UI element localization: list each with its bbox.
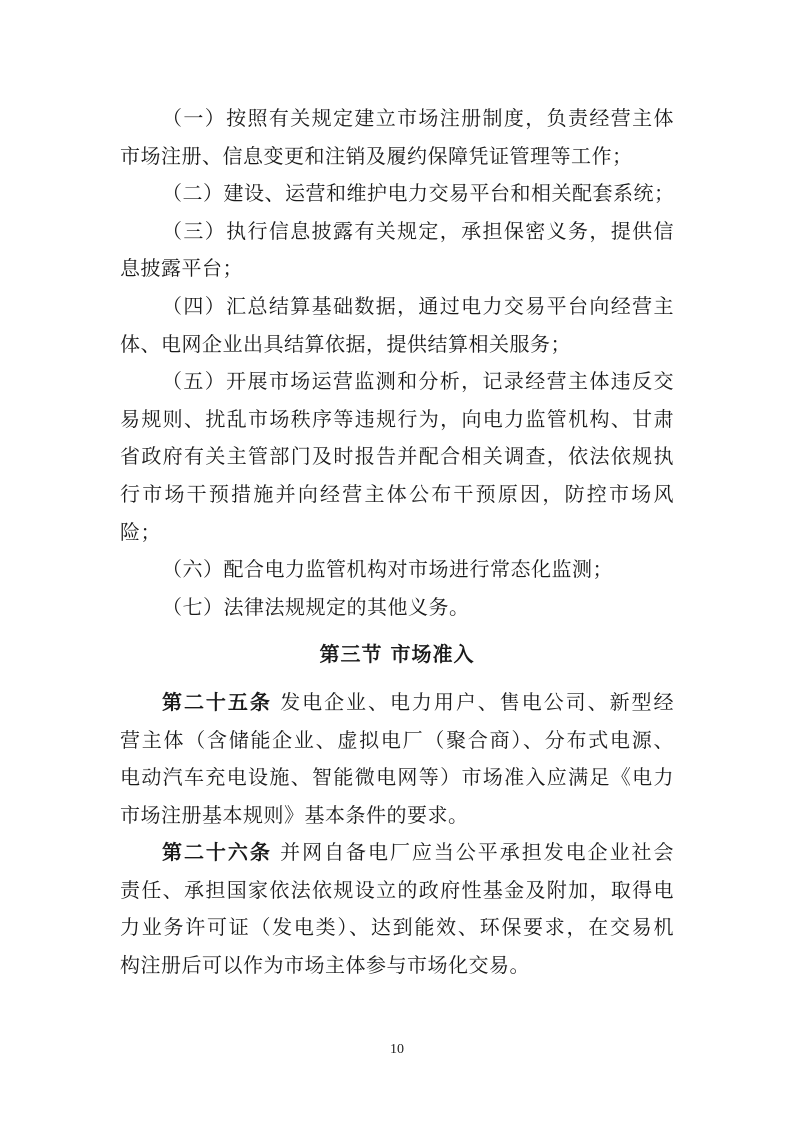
paragraph-line: 构注册后可以作为市场主体参与市场化交易。 xyxy=(120,953,530,978)
paragraph-line: 市场注册基本规则》基本条件的要求。 xyxy=(120,802,469,827)
paragraph-line: 行市场干预措施并向经营主体公布干预原因，防控市场风 xyxy=(120,481,674,506)
paragraph-line: 体、电网企业出具结算依据，提供结算相关服务； xyxy=(120,331,571,356)
paragraph-line: 险； xyxy=(120,519,161,544)
paragraph-line: 责任、承担国家依法依规设立的政府性基金及附加，取得电 xyxy=(120,877,674,902)
paragraph-line: （二）建设、运营和维护电力交易平台和相关配套系统； xyxy=(162,181,675,206)
paragraph-line: 电动汽车充电设施、智能微电网等）市场准入应满足《电力 xyxy=(120,765,674,790)
article-first-line xyxy=(120,684,674,722)
article-first-line xyxy=(120,834,674,872)
article-title: 第二十五条 xyxy=(162,689,272,714)
section-heading: 第三节 市场准入 xyxy=(319,642,475,667)
paragraph-line: （三）执行信息披露有关规定，承担保密义务，提供信 xyxy=(162,218,674,243)
paragraph-line: 力业务许可证（发电类）、达到能效、环保要求，在交易机 xyxy=(120,915,674,940)
article-title: 第二十六条 xyxy=(162,840,272,865)
paragraph-line: 省政府有关主管部门及时报告并配合相关调查，依法依规执 xyxy=(120,444,674,469)
paragraph-line: 息披露平台； xyxy=(120,256,243,281)
paragraph-line: （一）按照有关规定建立市场注册制度，负责经营主体 xyxy=(162,106,674,130)
paragraph-line: （五）开展市场运营监测和分析，记录经营主体违反交 xyxy=(162,369,674,394)
paragraph-line: 营主体（含储能企业、虚拟电厂（聚合商）、分布式电源、 xyxy=(120,727,674,752)
article-text: 并网自备电厂应当公平承担发电企业社会 xyxy=(271,840,675,865)
page-number: 10 xyxy=(390,1042,404,1057)
paragraph-line: （四）汇总结算基础数据，通过电力交易平台向经营主 xyxy=(162,293,674,318)
paragraph-line: 易规则、扰乱市场秩序等违规行为，向电力监管机构、甘肃 xyxy=(120,406,674,431)
paragraph-line: （七）法律法规规定的其他义务。 xyxy=(162,594,470,619)
document-body xyxy=(120,100,674,985)
article-text: 发电企业、电力用户、售电公司、新型经 xyxy=(271,689,675,714)
paragraph-line: 市场注册、信息变更和注销及履约保障凭证管理等工作； xyxy=(120,143,633,168)
paragraph-line: （六）配合电力监管机构对市场进行常态化监测； xyxy=(162,557,613,582)
